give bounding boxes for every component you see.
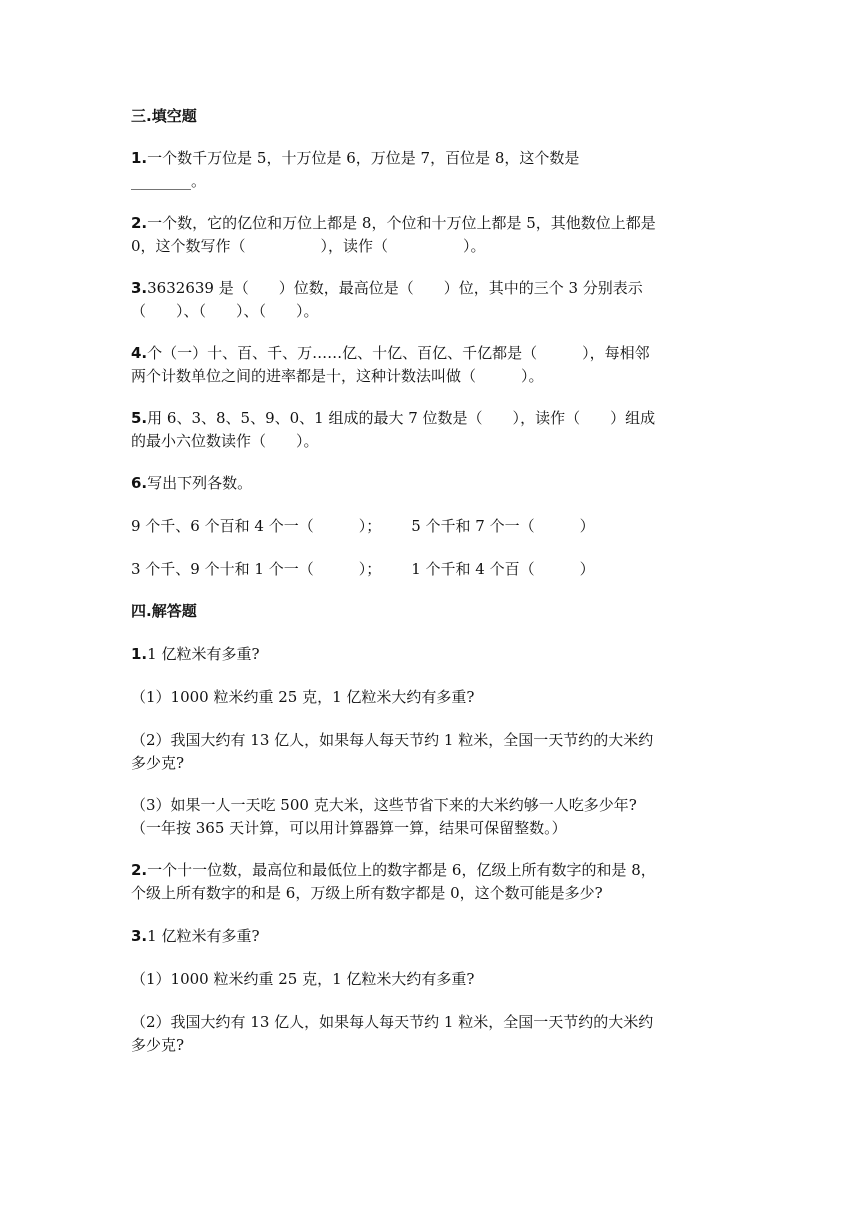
question-1-line-1 [131, 148, 579, 168]
question-number: 4. [131, 344, 148, 362]
answer-item-left: 3 个千、9 个十和 1 个一（ ）； [131, 560, 382, 578]
answer-question-3-line-1 [131, 926, 260, 946]
question-text: 一个十一位数，最高位和最低位上的数字都是 6，亿级上所有数字的和是 8， [147, 861, 656, 879]
answer-question-3-part-2-line-2: 多少克? [131, 1036, 185, 1054]
question-6-row-1 [131, 516, 595, 536]
question-number: 2. [131, 861, 148, 879]
question-6-line-1 [131, 473, 252, 493]
answer-question-2-line-1 [131, 860, 656, 880]
answer-question-1-part-2-line-2: 多少克? [131, 754, 185, 772]
question-1-line-2: ________。 [131, 172, 207, 190]
question-2-line-1 [131, 213, 656, 233]
section-title-answer: 四.解答题 [131, 602, 197, 620]
question-number: 2. [131, 214, 148, 232]
question-2-line-2: 0，这个数写作（ ），读作（ ）。 [131, 237, 486, 255]
question-3-line-1 [131, 278, 643, 298]
answer-question-3-part-1: （1）1000 粒米约重 25 克，1 亿粒米大约有多重? [131, 970, 475, 988]
answer-question-2-line-2: 个级上所有数字的和是 6，万级上所有数字都是 0，这个数可能是多少? [131, 884, 603, 902]
section-title-fill-in: 三.填空题 [131, 107, 197, 125]
question-text: 用 6、3、8、5、9、0、1 组成的最大 7 位数是（ ），读作（ ）组成 [147, 409, 656, 427]
question-3-line-2: （ ）、（ ）、（ ）。 [131, 302, 319, 320]
question-4-line-1 [131, 343, 650, 363]
answer-item-left: 9 个千、6 个百和 4 个一（ ）； [131, 517, 382, 535]
question-number: 1. [131, 645, 148, 663]
question-number: 6. [131, 474, 148, 492]
answer-question-3-part-2-line-1: （2）我国大约有 13 亿人，如果每人每天节约 1 粒米，全国一天节约的大米约 [131, 1013, 654, 1031]
question-text: 1 亿粒米有多重? [147, 645, 260, 663]
question-5-line-1 [131, 408, 655, 428]
answer-item-right: 5 个千和 7 个一（ ） [411, 517, 595, 535]
answer-question-1-part-3-line-2: （一年按 365 天计算，可以用计算器算一算，结果可保留整数。） [131, 819, 567, 837]
question-4-line-2: 两个计数单位之间的进率都是十，这种计数法叫做（ ）。 [131, 367, 544, 385]
question-5-line-2: 的最小六位数读作（ ）。 [131, 432, 319, 450]
question-text: 1 亿粒米有多重? [147, 927, 260, 945]
question-text: 一个数千万位是 5，十万位是 6，万位是 7，百位是 8，这个数是 [147, 149, 580, 167]
answer-question-1-part-3-line-1: （3）如果一人一天吃 500 克大米，这些节省下来的大米约够一人吃多少年? [131, 796, 637, 814]
answer-question-1-part-1: （1）1000 粒米约重 25 克，1 亿粒米大约有多重? [131, 688, 475, 706]
question-text: 个（一）十、百、千、万……亿、十亿、百亿、千亿都是（ ），每相邻 [147, 344, 650, 362]
answer-question-1-part-2-line-1: （2）我国大约有 13 亿人，如果每人每天节约 1 粒米，全国一天节约的大米约 [131, 731, 654, 749]
question-6-row-2 [131, 559, 595, 579]
question-number: 3. [131, 927, 148, 945]
question-text: 3632639 是（ ）位数，最高位是（ ）位，其中的三个 3 分别表示 [147, 279, 643, 297]
question-text: 一个数，它的亿位和万位上都是 8，个位和十万位上都是 5，其他数位上都是 [147, 214, 656, 232]
question-number: 5. [131, 409, 148, 427]
answer-question-1-line-1 [131, 644, 260, 664]
question-number: 1. [131, 149, 148, 167]
answer-item-right: 1 个千和 4 个百（ ） [411, 560, 595, 578]
question-number: 3. [131, 279, 148, 297]
question-text: 写出下列各数。 [147, 474, 253, 492]
